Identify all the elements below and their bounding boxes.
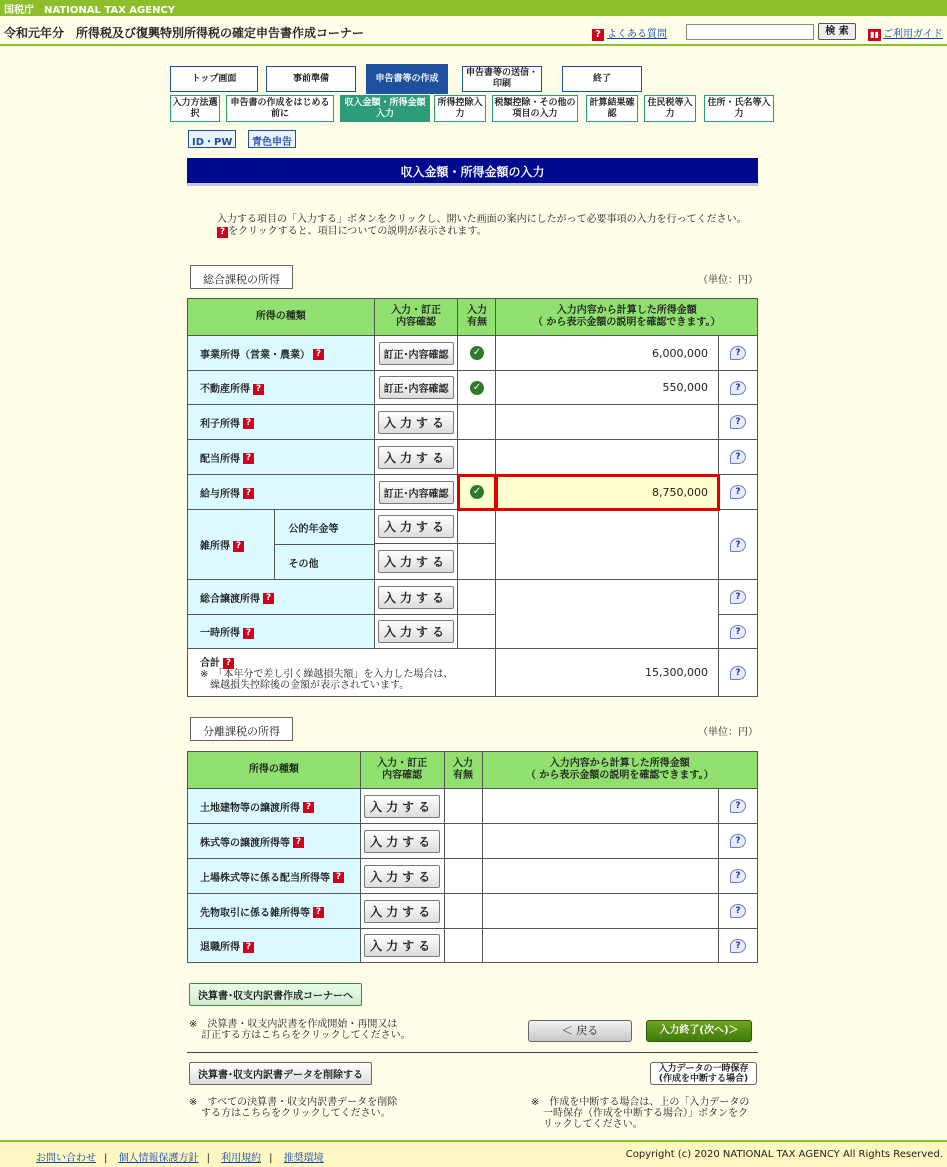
col-flag: 入力 有無 [458,299,496,336]
input-button[interactable]: 入力する [364,900,440,923]
kind-label: 給与所得 [200,488,240,500]
delete-note-1: ※ すべての決算書・収支内訳書データを削除 [189,1097,398,1108]
separator: | [104,1153,108,1164]
col-amount-note: （ から表示金額の説明を確認できます。） [525,770,714,781]
instruction-line-2: をクリックすると、項目についての説明が表示されます。 [228,226,487,237]
check-icon: ✓ [470,381,484,395]
group-title-sogo: 総合課税の所得 [190,265,293,289]
faq-link[interactable] [592,25,667,41]
explain-icon[interactable]: ? [730,381,746,395]
col-kind: 所得の種類 [188,299,375,336]
tag-blue-return: 青色申告 [248,130,296,148]
delete-note-2: する方はこちらをクリックしてください。 [201,1108,391,1119]
table-row [188,510,758,544]
col-entry: 入力・訂正 内容確認 [360,752,444,789]
help-icon[interactable]: ? [243,453,254,464]
substep-result: 計算結果確認 [586,95,638,122]
help-icon[interactable]: ? [293,837,304,848]
input-button[interactable]: 入力する [364,934,440,957]
kind-label: 土地建物等の譲渡所得 [200,802,300,814]
input-button[interactable]: 入力する [364,795,440,818]
group-title-bunri: 分離課税の所得 [190,717,293,741]
back-button[interactable]: ＜ 戻る [528,1020,632,1042]
guide-label: ご利用ガイド [883,29,943,40]
table-row [188,859,758,894]
title-bar [0,16,947,46]
table-row [188,789,758,824]
step-prep: 事前準備 [266,66,356,92]
amount-cell [496,440,719,475]
copyright: Copyright (c) 2020 NATIONAL TAX AGENCY All Rights Reserved. [625,1149,943,1160]
table-row [188,929,758,963]
help-icon: ? [217,227,228,238]
explain-icon[interactable]: ? [730,666,746,680]
help-icon[interactable]: ? [263,593,274,604]
kind-label: 退職所得 [200,942,240,953]
misc-sub1: 公的年金等 [274,510,374,545]
total-row [188,649,758,697]
unit-label: （単位：円） [698,275,758,286]
substep-method: 入力方法選択 [170,95,220,122]
instructions [217,214,757,238]
substep-before: 申告書の作成をはじめる前に [226,95,334,122]
substep-income: 収入金額・所得金額入力 [340,95,430,122]
help-icon[interactable]: ? [333,872,344,883]
total-amount: 15,300,000 [496,649,719,697]
explain-icon[interactable]: ? [730,415,746,429]
edit-button[interactable]: 訂正･内容確認 [379,481,454,504]
col-amount-label: 入力内容から計算した所得金額 [556,305,697,316]
delete-data-button[interactable]: 決算書･収支内訳書データを削除する [189,1062,372,1085]
input-button[interactable]: 入力する [378,620,454,643]
save-note-2: 一時保存（作成を中断する場合）」ボタンをク [543,1108,748,1119]
input-button[interactable]: 入力する [378,446,454,469]
col-flag: 入力 有無 [444,752,482,789]
help-icon[interactable]: ? [253,384,264,395]
save-note-3: リックしてください。 [543,1119,643,1130]
table-row [188,336,758,371]
amount-cell-highlighted: 8,750,000 [496,475,719,510]
col-amount-label: 入力内容から計算した所得金額 [549,758,690,769]
bunri-table [187,751,758,963]
table-row [188,405,758,440]
col-amount-note: （ から表示金額の説明を確認できます。） [532,317,721,328]
explain-icon[interactable]: ? [730,904,746,918]
step-create: 申告書等の作成 [366,64,448,94]
next-button[interactable]: 入力終了(次へ)＞ [646,1020,752,1042]
explain-icon[interactable]: ? [730,869,746,883]
table-row [188,371,758,405]
help-icon[interactable]: ? [313,907,324,918]
divider [187,1052,758,1053]
kind-label: 不動産所得 [200,384,250,395]
help-icon[interactable]: ? [243,418,254,429]
substep-address: 住所・氏名等入力 [704,95,774,122]
explain-icon[interactable]: ? [730,834,746,848]
help-icon[interactable]: ? [313,349,324,360]
kind-label: 上場株式等に係る配当所得等 [200,872,330,884]
table-row [188,475,758,510]
separator: | [206,1153,210,1164]
kessan-note-1: ※ 決算書・収支内訳書を作成開始・再開又は [189,1019,398,1030]
kessan-corner-button[interactable]: 決算書･収支内訳書作成コーナーへ [189,983,362,1006]
edit-button[interactable]: 訂正･内容確認 [379,376,454,399]
explain-icon[interactable]: ? [730,485,746,499]
amount-cell [496,405,719,440]
explain-icon[interactable]: ? [730,346,746,360]
kind-label: 雑所得 [200,541,230,552]
substep-deduction: 所得控除入力 [434,95,486,122]
amount-cell: 6,000,000 [496,336,719,371]
col-amount [496,299,758,336]
app-title: 令和元年分 所得税及び復興特別所得税の確定申告書作成コーナー [4,26,365,40]
footer-link-privacy[interactable]: 個人情報保護方針 [118,1153,199,1164]
highlight-flag [458,475,496,510]
input-button[interactable]: 入力する [378,550,454,573]
kind-label: 株式等の譲渡所得等 [200,837,290,849]
table-row [188,580,758,615]
table-row [188,894,758,929]
table-row [188,824,758,859]
check-icon: ✓ [470,346,484,360]
kessan-note [189,1019,411,1041]
col-entry: 入力・訂正 内容確認 [374,299,458,336]
col-amount [482,752,758,789]
kind-label: 事業所得（営業・農業） [200,349,310,361]
footer-link-contact[interactable]: お問い合わせ [36,1153,96,1164]
misc-sub2: その他 [288,558,319,570]
temp-save-button[interactable] [650,1062,757,1085]
amount-cell: 550,000 [496,371,719,405]
book-icon: ▮▮ [868,29,881,41]
instruction-line-1: 入力する項目の「入力する」ボタンをクリックし、開いた画面の案内にしたがって必要事項の入力を行ってください。 [217,214,747,225]
input-button[interactable]: 入力する [378,411,454,434]
explain-icon[interactable]: ? [730,799,746,813]
save-note-1: ※ 作成を中断する場合は、上の「入力データの [531,1097,750,1108]
save-label-2: (作成を中断する場合) [658,1074,749,1084]
search-button[interactable]: 検 索 [818,23,856,40]
delete-note [189,1097,397,1119]
save-note [531,1097,749,1130]
help-icon[interactable]: ? [243,628,254,639]
kind-label: 利子所得 [200,418,240,430]
input-button[interactable]: 入力する [378,515,454,538]
total-note-1: ※ 「本年分で差し引く繰越損失額」を入力した場合は、 [200,669,454,680]
total-note-2: 繰越損失控除後の金額が表示されています。 [210,680,410,691]
page-title: 収入金額・所得金額の入力 [187,158,758,186]
help-icon[interactable]: ? [223,658,234,669]
footer [0,1140,947,1167]
step-top: トップ画面 [170,66,258,92]
kind-label: 総合譲渡所得 [200,593,260,605]
footer-links [36,1149,324,1164]
agency-banner: 国税庁 NATIONAL TAX AGENCY [0,0,947,16]
explain-icon[interactable]: ? [730,939,746,953]
input-button[interactable]: 入力する [378,586,454,609]
total-cell [188,649,496,697]
misc-cell [188,510,274,579]
explain-icon[interactable]: ? [730,590,746,604]
kind-label: 先物取引に係る雑所得等 [200,907,310,919]
substep-tax-credit: 税額控除・その他の項目の入力 [492,95,578,122]
col-kind: 所得の種類 [188,752,361,789]
table-row [188,440,758,475]
input-button[interactable]: 入力する [364,830,440,853]
kind-label: 配当所得 [200,453,240,465]
explain-icon[interactable]: ? [730,538,746,552]
explain-icon[interactable]: ? [730,450,746,464]
total-label: 合計 [200,658,220,669]
guide-link[interactable] [868,25,943,41]
help-icon[interactable]: ? [243,488,254,499]
edit-button[interactable]: 訂正･内容確認 [379,342,454,365]
substep-resident-tax: 住民税等入力 [644,95,696,122]
tag-id-pw: ID・PW [188,130,236,148]
save-label-1: 入力データの一時保存 [658,1064,749,1074]
step-send: 申告書等の送信・印刷 [462,66,542,92]
faq-label: よくある質問 [607,29,667,40]
help-icon[interactable]: ? [243,942,254,953]
footer-link-env[interactable]: 推奨環境 [283,1153,324,1164]
kind-label: 一時所得 [200,628,240,639]
kessan-note-2: 訂正する方はこちらをクリックしてください。 [201,1030,411,1041]
unit-label: （単位：円） [698,727,758,738]
search-input[interactable] [686,24,814,40]
help-icon[interactable]: ? [303,802,314,813]
explain-icon[interactable]: ? [730,625,746,639]
footer-link-terms[interactable]: 利用規約 [221,1153,262,1164]
separator: | [269,1153,273,1164]
check-icon: ✓ [470,485,484,499]
step-end: 終了 [562,66,642,92]
sogo-table [187,298,758,697]
kind-cell [188,336,375,371]
help-icon[interactable]: ? [233,541,244,552]
input-button[interactable]: 入力する [364,865,440,888]
help-icon: ? [592,29,604,41]
